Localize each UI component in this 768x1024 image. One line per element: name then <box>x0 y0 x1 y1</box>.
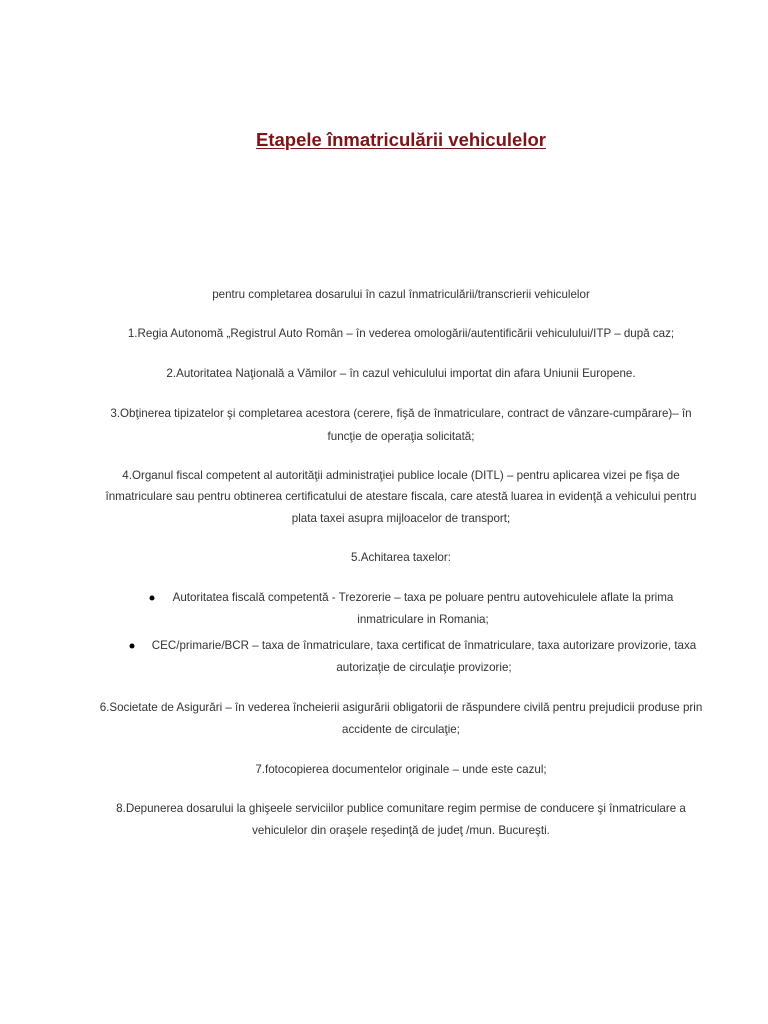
step-5-line-1: 5.Achitarea taxelor: <box>351 551 451 564</box>
step-3-line-2: funcţie de operaţia solicitată; <box>327 430 475 443</box>
document-title: Etapele înmatriculării vehiculelor <box>256 129 546 150</box>
step-8-line-2: vehiculelor din oraşele reşedinţă de judeţ /mun. Bucureşti. <box>252 824 550 837</box>
step-4-line-3: plata taxei asupra mijloacelor de transport; <box>291 512 511 525</box>
step-4-line-1: 4.Organul fiscal competent al autorităţii administraţiei publice locale (DITL) – pentru aplicarea vizei pe fişa de <box>122 469 680 482</box>
bullet-dot-icon <box>150 596 155 601</box>
bullet-1-line-1: Autoritatea fiscală competentă - Trezorerie – taxa pe poluare pentru autovehiculele aflate la prima <box>172 591 674 604</box>
bullet-2-line-2: autorizaţie de circulaţie provizorie; <box>336 661 512 674</box>
step-8-line-1: 8.Depunerea dosarului la ghişeele serviciilor publice comunitare regim permise de conducere şi înmatriculare a <box>116 802 686 815</box>
step-3-line-1: 3.Obţinerea tipizatelor şi completarea acestora (cerere, fişă de înmatriculare, contract de vânzare-cumpărare)– în <box>110 407 692 420</box>
bullet-dot-icon <box>130 644 135 649</box>
step-7-line-1: 7.fotocopierea documentelor originale – unde este cazul; <box>255 763 547 776</box>
step-6-line-2: accidente de circulaţie; <box>342 723 460 736</box>
step-6-line-1: 6.Societate de Asigurări – în vederea încheierii asigurării obligatorii de răspundere civilă pentru prejudicii produse prin <box>99 701 703 714</box>
step-4-line-2: înmatriculare sau pentru obtinerea certificatului de atestare fiscala, care atestă luarea in evidenţă a vehicului pentru <box>105 490 697 503</box>
bullet-2-line-1: CEC/primarie/BCR – taxa de înmatriculare, taxa certificat de înmatriculare, taxa autorizare provizorie, taxa <box>151 639 697 652</box>
step-1-line-1: 1.Regia Autonomă „Registrul Auto Român – în vederea omologării/autentificării vehiculului/ITP – după caz; <box>127 327 675 340</box>
intro-text: pentru completarea dosarului în cazul înmatriculării/transcrierii vehiculelor <box>212 288 590 301</box>
step-2-line-1: 2.Autoritatea Naţională a Vămilor – în cazul vehiculului importat din afara Uniunii Europene. <box>166 367 636 380</box>
bullet-1-line-2: inmatriculare in Romania; <box>357 613 489 626</box>
